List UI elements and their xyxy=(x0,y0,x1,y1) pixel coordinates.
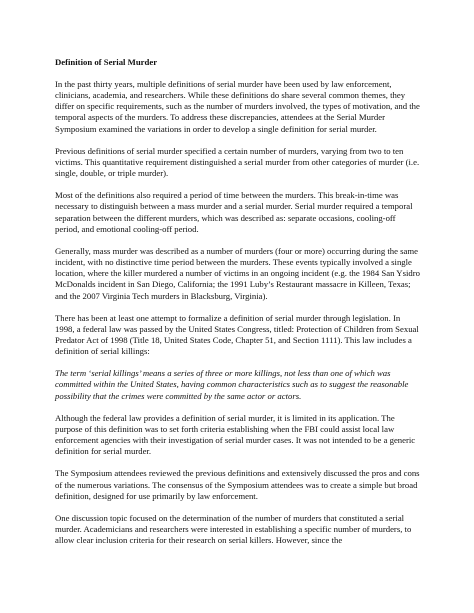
paragraph-8: The Symposium attendees reviewed the previous definitions and extensively discussed the pros and cons of the numerous variations. The consensus of the Symposium attendees was to create a simple but broad definition, designed for use primarily by law enforcement. xyxy=(55,468,420,501)
paragraph-3: Most of the definitions also required a period of time between the murders. This break-in-time was necessary to distinguish between a mass murder and a serial murder. Serial murder required a temporal separation between the different murders, which was described as: separate occasions, cooling-off period, and emotional cooling-off period. xyxy=(55,190,413,234)
paragraph-7: Although the federal law provides a definition of serial murder, it is limited in its application. The purpose of this definition was to set forth criteria establishing when the FBI could assist local law enforcement agencies with their investigation of serial murder cases. It was not intended to be a generic definition for serial murder. xyxy=(55,412,416,457)
paragraph-2: Previous definitions of serial murder specified a certain number of murders, varying from two to ten victims. This quantitative requirement distinguished a serial murder from other categories of murder (i.e. single, double, or triple murder). xyxy=(55,145,420,179)
legal-definition-quote: The term ‘serial killings’ means a series of three or more killings, not less than one of which was committed within the United States, having common characteristics such as to suggest the reasonable possibility that the crimes were committed by the same actor or actors. xyxy=(55,368,409,401)
paragraph-1: In the past thirty years, multiple definitions of serial murder have been used by law enforcement, clinicians, academia, and researchers. While these definitions do share several common themes, they differ on specific requirements, such as the number of murders involved, the types of motivation, and the temporal aspects of the murders. To address these discrepancies, attendees at the Serial Murder Symposium examined the variations in order to develop a single definition for serial murder. xyxy=(55,79,420,134)
document-body xyxy=(55,57,421,557)
paragraph-9: One discussion topic focused on the determination of the number of murders that constituted a serial murder. Academicians and researchers were interested in establishing a specific number of murders, to allow clear inclusion criteria for their research on serial killers. However, since the xyxy=(55,512,412,546)
paragraph-4: Generally, mass murder was described as a number of murders (four or more) occurring during the same incident, with no distinctive time period between the murders. These events typically involved a single location, where the killer murdered a number of victims in an ongoing incident (e.g. the 1984 San Ysidro McDonalds incident in San Diego, California; the 1991 Luby’s Restaurant massacre in Killeen, Texas; and the 2007 Virginia Tech murders in Blacksburg, Virginia). xyxy=(55,245,420,301)
document-title: Definition of Serial Murder xyxy=(55,57,158,67)
paragraph-5: There has been at least one attempt to formalize a definition of serial murder through legislation. In 1998, a federal law was passed by the United States Congress, titled: Protection of Children from Sexual Predator Act of 1998 (Title 18, United States Code, Chapter 51, and Section 1111). This law includes a definition of serial killings: xyxy=(55,312,419,357)
